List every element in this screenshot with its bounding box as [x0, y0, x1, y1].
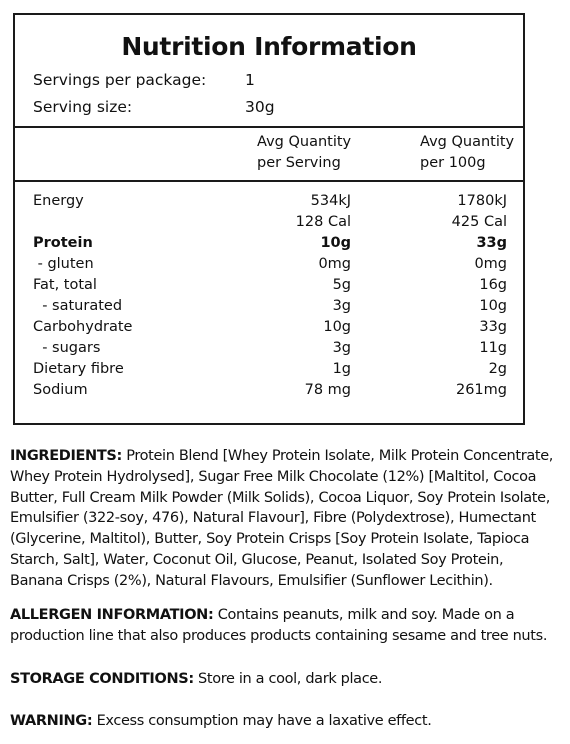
nutrient-name: - gluten — [33, 256, 94, 272]
nutrient-per-100g: 261mg — [455, 382, 507, 398]
allergen-label: ALLERGEN INFORMATION: — [10, 607, 214, 623]
nutrient-name: Energy — [33, 193, 84, 209]
nutrient-name: Dietary fibre — [33, 361, 124, 377]
divider-middle — [15, 180, 523, 182]
nutrient-row — [15, 235, 523, 256]
nutrient-row — [15, 193, 523, 214]
nutrient-name: Carbohydrate — [33, 319, 133, 335]
ingredients-label: INGREDIENTS: — [10, 448, 122, 464]
storage-text: Store in a cool, dark place. — [198, 671, 383, 687]
storage-paragraph — [10, 669, 558, 690]
serving-size-value: 30g — [245, 98, 275, 116]
nutrient-per-serving: 128 Cal — [295, 214, 351, 230]
nutrient-per-serving: 0mg — [318, 256, 351, 272]
nutrient-per-100g: 0mg — [474, 256, 507, 272]
nutrient-per-100g: 10g — [479, 298, 507, 314]
nutrient-per-100g: 33g — [479, 319, 507, 335]
storage-label: STORAGE CONDITIONS: — [10, 671, 194, 687]
nutrient-per-serving: 10g — [320, 235, 351, 251]
nutrient-per-100g: 33g — [476, 235, 507, 251]
nutrient-per-100g: 1780kJ — [457, 193, 507, 209]
nutrient-per-serving: 3g — [332, 340, 351, 356]
nutrient-name: Fat, total — [33, 277, 97, 293]
column-header-per-100g-line2: per 100g — [420, 155, 486, 171]
nutrient-name: - saturated — [33, 298, 123, 314]
allergen-paragraph — [10, 605, 558, 647]
ingredients-paragraph — [10, 446, 558, 592]
nutrient-per-100g: 2g — [488, 361, 507, 377]
nutrient-row — [15, 298, 523, 319]
nutrient-row — [15, 214, 523, 235]
nutrient-per-100g: 16g — [479, 277, 507, 293]
nutrient-row — [15, 319, 523, 340]
column-header-per-serving-line1: Avg Quantity — [257, 134, 352, 150]
nutrient-row — [15, 361, 523, 382]
servings-label: Servings per package: — [33, 71, 207, 89]
column-header-per-100g-line1: Avg Quantity — [420, 134, 515, 150]
serving-size-label: Serving size: — [33, 98, 133, 116]
warning-text: Excess consumption may have a laxative effect. — [96, 713, 432, 729]
nutrient-name: Protein — [33, 235, 93, 251]
nutrient-per-serving: 534kJ — [310, 193, 351, 209]
nutrition-panel — [13, 13, 525, 425]
allergen-text: Contains peanuts, milk and soy. Made on a production line that also produces products containing sesame and tree nuts. — [10, 607, 548, 644]
column-header-per-serving-line2: per Serving — [257, 155, 341, 171]
nutrient-per-serving: 10g — [323, 319, 351, 335]
column-header-per-100g — [420, 132, 514, 174]
nutrient-per-serving: 78 mg — [304, 382, 351, 398]
nutrient-per-serving: 3g — [332, 298, 351, 314]
nutrient-row — [15, 340, 523, 361]
nutrient-per-100g: 425 Cal — [451, 214, 507, 230]
column-header-per-serving — [257, 132, 351, 174]
warning-label: WARNING: — [10, 713, 93, 729]
nutrient-row — [15, 382, 523, 403]
nutrient-per-serving: 5g — [332, 277, 351, 293]
nutrient-per-serving: 1g — [332, 361, 351, 377]
nutrient-per-100g: 11g — [479, 340, 507, 356]
nutrient-name: Sodium — [33, 382, 88, 398]
servings-value: 1 — [245, 71, 255, 89]
nutrient-row — [15, 256, 523, 277]
nutrient-name: - sugars — [33, 340, 101, 356]
ingredients-text: Protein Blend [Whey Protein Isolate, Milk Protein Concentrate, Whey Protein Hydrolysed], Sugar Free Milk Chocolate (12%) [Maltitol, Cocoa Butter, Full Cream Milk Powder (Milk Solids), Cocoa Liquor, Soy Protein Isolate, Emulsifier (322-soy, 476), Natural Flavour], Fibre (Polydextrose), Humectant (Glycerine, Maltitol), Butter, Soy Protein Crisps [Soy Protein Isolate, Tapioca Starch, Salt], Water, Coconut Oil, Glucose, Peanut, Isolated Soy Protein, Banana Crisps (2%), Natural Flavours, Emulsifier (Sunflower Lecithin). — [10, 448, 554, 589]
warning-paragraph — [10, 711, 558, 732]
panel-title: Nutrition Information — [121, 32, 417, 61]
nutrient-row — [15, 277, 523, 298]
divider-top — [15, 126, 523, 128]
